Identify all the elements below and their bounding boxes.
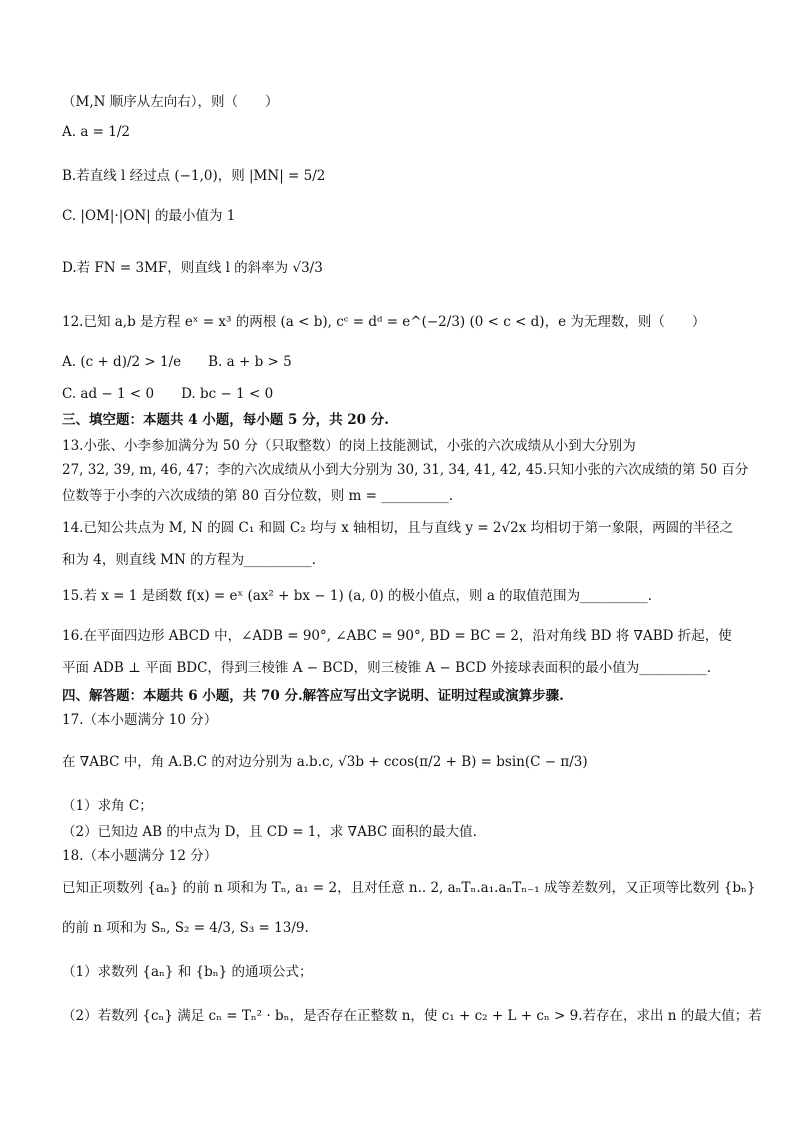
q11-continuation: （M,N 顺序从左向右），则（ ） (62, 94, 279, 110)
q15-stem: 15.若 x = 1 是函数 f(x) = eˣ (ax² + bx − 1) (a, 0) 的极小值点，则 a 的取值范围为__________. (62, 588, 652, 604)
section-4-heading: 四、解答题：本题共 6 小题，共 70 分.解答应写出文字说明、证明过程或演算步骤. (62, 688, 564, 704)
q18-header: 18.（本小题满分 12 分） (62, 848, 218, 864)
q18-line-2: 的前 n 项和为 Sₙ, S₂ = 4/3, S₃ = 13/9. (62, 920, 309, 936)
q18-line-1: 已知正项数列 {aₙ} 的前 n 项和为 Tₙ, a₁ = 2，且对任意 n.. 2, aₙTₙ.a₁.aₙTₙ₋₁ 成等差数列，又正项等比数列 {bₙ} (62, 880, 756, 896)
q11-option-c: C. |OM|·|ON| 的最小值为 1 (62, 208, 236, 224)
q17-stem: 在 ∇ABC 中，角 A.B.C 的对边分别为 a.b.c, √3b + ccos(π/2 + B) = bsin(C − π/3) (62, 754, 588, 770)
q16-line-2: 平面 ADB ⊥ 平面 BDC，得到三棱锥 A − BCD，则三棱锥 A − BCD 外接球表面积的最小值为__________. (62, 660, 712, 676)
q11-option-d: D.若 FN = 3MF，则直线 l 的斜率为 √3/3 (62, 260, 323, 276)
q17-header: 17.（本小题满分 10 分） (62, 712, 218, 728)
q18-part-2: （2）若数列 {cₙ} 满足 cₙ = Tₙ² · bₙ，是否存在正整数 n，使 c₁ + c₂ + L + cₙ > 9.若存在，求出 n 的最大值；若 (62, 1008, 762, 1024)
q11-option-b: B.若直线 l 经过点 (−1,0)，则 |MN| = 5/2 (62, 168, 326, 184)
q14-line-1: 14.已知公共点为 M, N 的圆 C₁ 和圆 C₂ 均与 x 轴相切，且与直线 y = 2√2x 均相切于第一象限，两圆的半径之 (62, 520, 734, 536)
q17-part-2: （2）已知边 AB 的中点为 D，且 CD = 1，求 ∇ABC 面积的最大值. (62, 824, 477, 840)
q11-option-a: A. a = 1/2 (62, 124, 131, 140)
q14-line-2: 和为 4，则直线 MN 的方程为__________. (62, 552, 316, 568)
q12-stem: 12.已知 a,b 是方程 eˣ = x³ 的两根 (a < b), cᶜ = dᵈ = e^(−2/3) (0 < c < d)，e 为无理数，则（ ） (62, 314, 706, 330)
q13-line-3: 位数等于小李的六次成绩的第 80 百分位数，则 m = __________. (62, 488, 454, 504)
q17-part-1: （1）求角 C； (62, 798, 153, 814)
section-3-heading: 三、填空题：本题共 4 小题，每小题 5 分，共 20 分. (62, 412, 389, 428)
q12-options-cd: C. ad − 1 < 0 D. bc − 1 < 0 (62, 386, 274, 402)
q16-line-1: 16.在平面四边形 ABCD 中，∠ADB = 90°, ∠ABC = 90°, BD = BC = 2，沿对角线 BD 将 ∇ABD 折起，使 (62, 628, 732, 644)
q12-options-ab: A. (c + d)/2 > 1/e B. a + b > 5 (62, 354, 292, 370)
q13-line-1: 13.小张、小李参加满分为 50 分（只取整数）的岗上技能测试，小张的六次成绩从小到大分别为 (62, 438, 636, 454)
q18-part-1: （1）求数列 {aₙ} 和 {bₙ} 的通项公式； (62, 964, 313, 980)
q13-line-2: 27, 32, 39, m, 46, 47；李的六次成绩从小到大分别为 30, 31, 34, 41, 42, 45.只知小张的六次成绩的第 50 百分 (62, 462, 749, 478)
